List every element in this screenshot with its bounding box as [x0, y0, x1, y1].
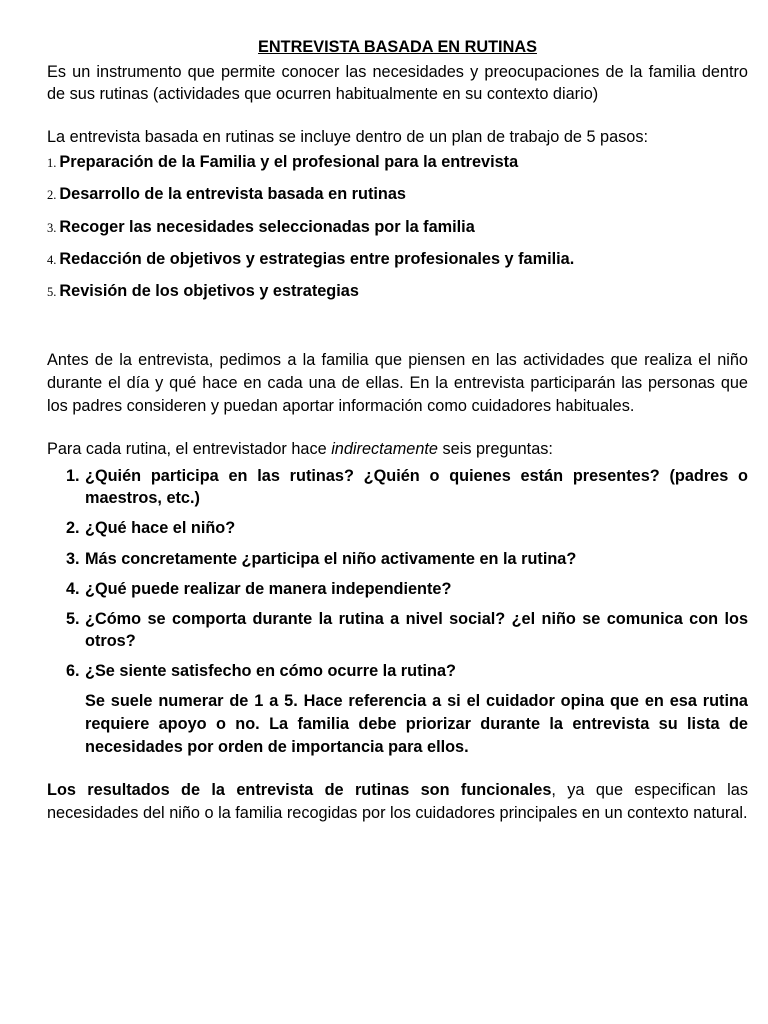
step-text: Recoger las necesidades seleccionadas por la familia	[59, 217, 475, 236]
intro-paragraph: Es un instrumento que permite conocer las necesidades y preocupaciones de la familia dentro de sus rutinas (actividades que ocurren habitualmente en su contexto diario)	[47, 62, 748, 104]
question-item	[47, 608, 748, 653]
step-item	[47, 183, 748, 207]
step-number: 3.	[47, 220, 57, 235]
document-page	[47, 36, 748, 824]
question-text: ¿Qué puede realizar de manera independiente?	[85, 579, 452, 598]
question-text: ¿Quién participa en las rutinas? ¿Quién o quienes están presentes? (padres o maestros, etc.)	[85, 466, 748, 508]
question-item	[47, 578, 748, 601]
step-item	[47, 280, 748, 304]
question-text: Más concretamente ¿participa el niño activamente en la rutina?	[85, 549, 577, 568]
questions-intro-after: seis preguntas:	[437, 440, 553, 459]
questions-intro-emphasis: indirectamente	[331, 440, 438, 459]
step-text: Desarrollo de la entrevista basada en rutinas	[59, 185, 406, 204]
step-text: Revisión de los objetivos y estrategias	[59, 281, 359, 300]
step-item	[47, 151, 748, 175]
questions-intro-paragraph	[47, 438, 748, 461]
question-item	[47, 660, 748, 683]
results-rest: , ya que especifican las necesidades del niño o la familia recogidas por los cuidadores principales en un contexto natural.	[47, 781, 748, 822]
step-number: 4.	[47, 252, 57, 267]
step-text: Redacción de objetivos y estrategias entre profesionales y familia.	[59, 249, 575, 268]
plan-intro-paragraph: La entrevista basada en rutinas se incluye dentro de un plan de trabajo de 5 pasos:	[47, 127, 649, 146]
step-item	[47, 216, 748, 240]
document-title: ENTREVISTA BASADA EN RUTINAS	[258, 38, 537, 56]
step-number: 2.	[47, 188, 57, 203]
before-interview-paragraph: Antes de la entrevista, pedimos a la familia que piensen en las actividades que realiza el niño durante el día y qué hace en cada una de ellas. En la entrevista participarán las personas que los padres consideren y puedan aportar información como cuidadores habituales.	[47, 351, 748, 415]
results-paragraph	[47, 779, 748, 824]
question-item	[47, 465, 748, 510]
step-number: 1.	[47, 156, 57, 171]
question-number: 5.	[66, 609, 80, 628]
step-number: 5.	[47, 284, 57, 299]
results-bold: Los resultados de la entrevista de rutinas son funcionales	[47, 781, 552, 800]
question-item	[47, 517, 748, 540]
question-number: 2.	[66, 519, 80, 538]
questions-list	[47, 465, 748, 683]
step-item	[47, 248, 748, 272]
step-text: Preparación de la Familia y el profesional para la entrevista	[59, 153, 519, 172]
steps-list	[47, 151, 748, 303]
question-number: 3.	[66, 549, 80, 568]
question-text: ¿Qué hace el niño?	[85, 519, 236, 538]
question-number: 4.	[66, 579, 80, 598]
question-number: 6.	[66, 662, 80, 681]
question-item	[47, 548, 748, 571]
question-text: ¿Se siente satisfecho en cómo ocurre la rutina?	[85, 662, 456, 681]
question-text: ¿Cómo se comporta durante la rutina a nivel social? ¿el niño se comunica con los otros?	[85, 609, 748, 651]
question-number: 1.	[66, 466, 80, 485]
question-note: Se suele numerar de 1 a 5. Hace referencia a si el cuidador opina que en esa rutina requiere apoyo o no. La familia debe priorizar durante la entrevista su lista de necesidades por orden de importancia para ellos.	[85, 692, 748, 756]
questions-intro-before: Para cada rutina, el entrevistador hace	[47, 440, 332, 459]
